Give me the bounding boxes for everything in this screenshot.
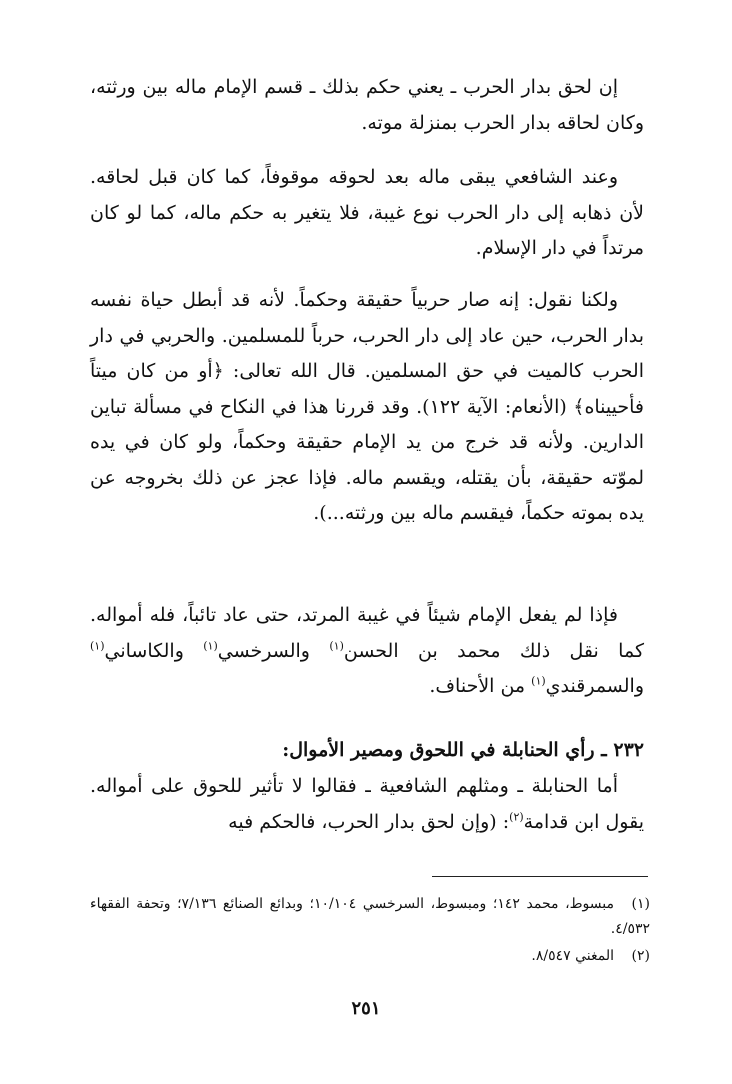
footnote-ref-1[interactable]: (١) bbox=[531, 674, 546, 688]
footnote-divider bbox=[432, 876, 648, 877]
p4-text-3: والكاساني bbox=[104, 639, 204, 662]
paragraph-2: وعند الشافعي يبقى ماله بعد لحوقه موقوفاً، كما كان قبل لحاقه. لأن ذهابه إلى دار الحرب نوع غيبة، فلا يتغير به حكم ماله، كما لو كان مرتداً في دار الإسلام. bbox=[90, 166, 644, 259]
section-heading: ٢٣٢ ـ رأي الحنابلة في اللحوق ومصير الأموال: bbox=[282, 739, 644, 761]
p4-text-5: من الأحناف. bbox=[429, 675, 532, 697]
page-number: ٢٥١ bbox=[351, 998, 381, 1019]
footnote-2 bbox=[90, 944, 650, 969]
footnote-ref-1[interactable]: (١) bbox=[329, 639, 344, 653]
paragraph-4 bbox=[90, 598, 644, 705]
section-body-text-2: : (وإن لحق بدار الحرب، فالحكم فيه bbox=[228, 810, 510, 833]
footnote-1 bbox=[90, 892, 650, 942]
footnote-ref-2[interactable]: (٢) bbox=[509, 810, 524, 824]
p4-text-1: فإذا لم يفعل الإمام شيئاً في غيبة المرتد، حتى عاد تائباً، فله أمواله. كما نقل ذلك محمد بن الحسن bbox=[90, 604, 645, 662]
footnote-text: المغني ٨/٥٤٧. bbox=[531, 948, 614, 964]
footnote-number: (١) bbox=[631, 896, 650, 912]
p4-text-2: والسرخسي bbox=[217, 639, 330, 662]
section-body-text-1: أما الحنابلة ـ ومثلهم الشافعية ـ فقالوا لا تأثير للحوق على أمواله. يقول ابن قدامة bbox=[90, 775, 644, 833]
paragraph-1: إن لحق بدار الحرب ـ يعني حكم بذلك ـ قسم الإمام ماله بين ورثته، وكان لحاقه بدار الحرب بمنزلة موته. bbox=[90, 76, 644, 134]
footnote-text: مبسوط، محمد ١٤٢؛ ومبسوط، السرخسي ١٠/١٠٤؛ وبدائع الصنائع ٧/١٣٦؛ وتحفة الفقهاء ٤/٥٣٢. bbox=[90, 896, 650, 937]
footnote-number: (٢) bbox=[631, 948, 650, 964]
section-body bbox=[90, 769, 644, 840]
footnote-ref-1[interactable]: (١) bbox=[203, 639, 218, 653]
paragraph-3: ولكنا نقول: إنه صار حربياً حقيقة وحكماً. لأنه قد أبطل حياة نفسه بدار الحرب، حين عاد إلى دار الحرب، حرباً للمسلمين. والحربي في دار الحرب كالميت في حق المسلمين. قال الله تعالى: ﴿أو من كان ميتاً فأحييناه﴾ (الأنعام: الآية ١٢٢). وقد قررنا هذا في النكاح في مسألة تباين الدارين. ولأنه قد خرج من يد الإمام حقيقة وحكماً، ولو كان في يده لموّته حقيقة، بأن يقتله، ويقسم ماله. فإذا عجز عن ذلك بخروجه عن يده بموته حكماً، فيقسم ماله بين ورثته...). bbox=[90, 289, 645, 524]
footnote-ref-1[interactable]: (١) bbox=[90, 639, 105, 653]
p4-text-4: والسمرقندي bbox=[545, 675, 644, 697]
